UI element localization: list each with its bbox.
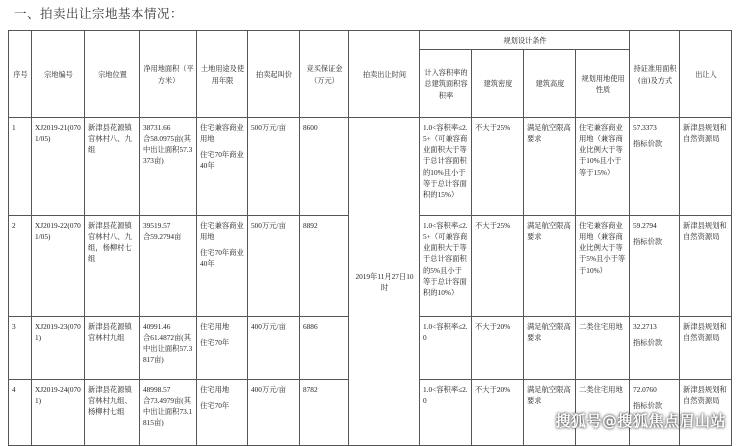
cell-location: 新津县花源镇官林村八、九组 — [85, 117, 140, 215]
header-location: 宗地位置 — [85, 31, 140, 118]
cell-far: 1.0<容积率≤2.5+（可兼容商业面积大于等于总计容面积的10%且小于等于总计容面积的15%） — [420, 117, 472, 215]
use-type: 住宅兼容商业用地 — [200, 122, 244, 143]
cell-parcel-no: XJ2019-24(0701) — [32, 379, 85, 445]
cell-start-price: 500万元/亩 — [248, 117, 300, 215]
transfer-method: 指标价款 — [633, 236, 663, 246]
cell-height: 满足航空限高要求 — [524, 215, 576, 316]
cell-deposit: 8600 — [300, 117, 349, 215]
cell-seq: 2 — [9, 215, 32, 316]
cell-height: 满足航空限高要求 — [524, 316, 576, 379]
cell-use — [197, 379, 248, 445]
header-seq: 序号 — [9, 31, 32, 118]
transfer-area: 72.0760 — [633, 384, 657, 394]
section-heading: 一、拍卖出让宗地基本情况： — [14, 6, 184, 21]
use-years: 住宅70年商业40年 — [200, 248, 244, 269]
use-years: 住宅70年 — [200, 400, 230, 410]
header-density: 建筑密度 — [472, 49, 524, 117]
use-type: 住宅用地 — [200, 384, 230, 394]
cell-land-nature: 二类住宅用地 — [576, 316, 630, 379]
cell-seller: 新津县规划和自然资源局 — [680, 379, 732, 445]
area-sqm: 39519.57 — [143, 220, 171, 230]
cell-seller: 新津县规划和自然资源局 — [680, 117, 732, 215]
header-time: 拍卖出让时间 — [349, 31, 420, 118]
cell-start-price: 400万元/亩 — [248, 379, 300, 445]
cell-transfer — [630, 316, 680, 379]
cell-parcel-no: XJ2019-23(0701) — [32, 316, 85, 379]
use-years: 住宅70年 — [200, 337, 230, 347]
cell-land-nature: 住宅兼容商业用地（兼容商业比例大于等于5%且小于等于10%） — [576, 215, 630, 316]
cell-seq: 4 — [9, 379, 32, 445]
header-far: 计入容积率的总建筑面积容积率 — [420, 49, 472, 117]
cell-area — [140, 215, 197, 316]
header-land-nature: 规划用地使用性质 — [576, 49, 630, 117]
cell-seq: 3 — [9, 316, 32, 379]
header-seller: 出让人 — [680, 31, 732, 118]
area-mu: 合73.4979亩(其中出让面积73.1815亩) — [143, 395, 193, 428]
header-parcel-no: 宗地编号 — [32, 31, 85, 118]
cell-far: 1.0<容积率≤2.0 — [420, 379, 472, 445]
header-net-area: 净用地面积（平方米） — [140, 31, 197, 118]
cell-area — [140, 117, 197, 215]
header-transfer: 持证准用面积(亩)及方式 — [630, 31, 680, 118]
transfer-area: 32.2713 — [633, 321, 657, 331]
header-height: 建筑高度 — [524, 49, 576, 117]
transfer-method: 指标价款 — [633, 400, 663, 410]
cell-density: 不大于25% — [472, 117, 524, 215]
cell-start-price: 400万元/亩 — [248, 316, 300, 379]
cell-parcel-no: XJ2019-21(0701/05) — [32, 117, 85, 215]
cell-transfer — [630, 117, 680, 215]
cell-deposit: 8782 — [300, 379, 349, 445]
area-sqm: 40991.46 — [143, 321, 171, 331]
cell-land-nature: 二类住宅用地 — [576, 379, 630, 445]
transfer-method: 指标价款 — [633, 337, 663, 347]
cell-transfer — [630, 215, 680, 316]
cell-density: 不大于20% — [472, 316, 524, 379]
cell-deposit: 6886 — [300, 316, 349, 379]
cell-seq: 1 — [9, 117, 32, 215]
area-mu: 合61.4872亩(其中出让面积57.3817亩) — [143, 332, 193, 365]
cell-start-price: 500万元/亩 — [248, 215, 300, 316]
cell-area — [140, 316, 197, 379]
header-start-price: 拍卖起叫价 — [248, 31, 300, 118]
cell-use — [197, 215, 248, 316]
area-sqm: 48998.57 — [143, 384, 171, 394]
cell-time: 2019年11月27日10时 — [349, 117, 420, 445]
cell-use — [197, 316, 248, 379]
transfer-area: 59.2794 — [633, 220, 657, 230]
watermark: 搜狐号@搜狐焦点眉山站 — [555, 412, 726, 430]
header-planning-group: 规划设计条件 — [420, 31, 630, 50]
cell-height: 满足航空限高要求 — [524, 117, 576, 215]
cell-seller: 新津县规划和自然资源局 — [680, 215, 732, 316]
use-years: 住宅70年商业40年 — [200, 150, 244, 171]
area-mu: 合59.2794亩 — [143, 231, 182, 241]
use-type: 住宅兼容商业用地 — [200, 220, 244, 241]
transfer-method: 指标价款 — [633, 138, 663, 148]
cell-far: 1.0<容积率≤2.0 — [420, 316, 472, 379]
cell-seller: 新津县规划和自然资源局 — [680, 316, 732, 379]
cell-land-nature: 住宅兼容商业用地（兼容商业比例大于等于10%且小于等于15%） — [576, 117, 630, 215]
parcel-table — [8, 30, 732, 446]
cell-location: 新津县花源镇官林村八、九组，杨柳村七组 — [85, 215, 140, 316]
cell-far: 1.0<容积率≤2.5+（可兼容商业面积大于等于总计容面积的5%且小于等于总计容面积的10%） — [420, 215, 472, 316]
use-type: 住宅用地 — [200, 321, 230, 331]
cell-height: 满足航空限高要求 — [524, 379, 576, 445]
area-mu: 合58.0975亩(其中出让面积57.3373亩) — [143, 133, 193, 166]
table-row — [9, 117, 732, 215]
cell-location: 新津县花源镇官林村九组 — [85, 316, 140, 379]
header-use-years: 土地用途及使用年限 — [197, 31, 248, 118]
area-sqm: 38731.66 — [143, 122, 171, 132]
cell-deposit: 8892 — [300, 215, 349, 316]
cell-use — [197, 117, 248, 215]
cell-parcel-no: XJ2019-22(0701/05) — [32, 215, 85, 316]
cell-density: 不大于20% — [472, 379, 524, 445]
transfer-area: 57.3373 — [633, 122, 657, 132]
cell-location: 新津县花源镇官林村九组、杨柳村七组 — [85, 379, 140, 445]
header-deposit: 竞买保证金（万元） — [300, 31, 349, 118]
cell-area — [140, 379, 197, 445]
cell-density: 不大于25% — [472, 215, 524, 316]
